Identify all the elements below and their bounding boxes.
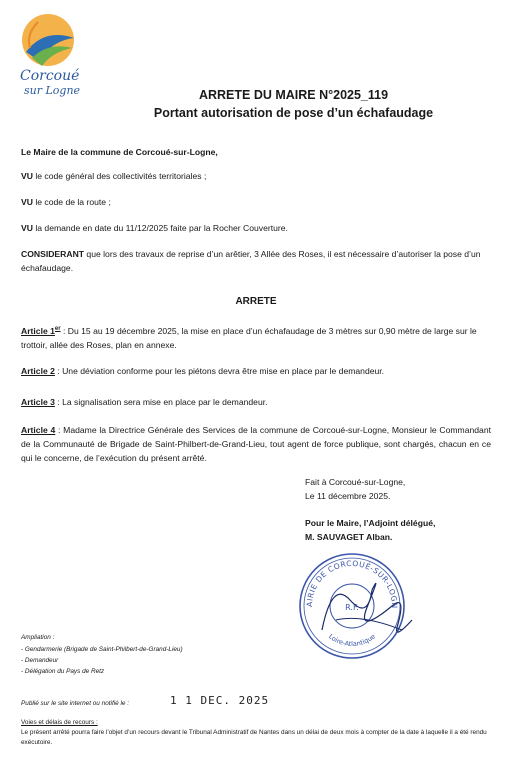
signatory-role: Pour le Maire, l’Adjoint délégué,: [305, 518, 436, 528]
ampliation-item: - Délégation du Pays de Retz: [21, 668, 105, 675]
decree-subtitle: Portant autorisation de pose d’un échafaudage: [153, 106, 434, 120]
vu-paragraph-3: [21, 221, 491, 235]
article-label: Article 2: [21, 366, 55, 376]
ampliation-item: - Demandeur: [21, 657, 59, 664]
ampliation-item: - Gendarmerie (Brigade de Saint-Philbert-de-Grand-Lieu): [21, 646, 183, 653]
logo-text-line2: sur Logne: [24, 84, 81, 97]
article-label: Article 1: [21, 325, 55, 336]
logo-text-line1: Corcoué: [20, 68, 80, 84]
article-4: [21, 423, 491, 465]
signatory-name: M. SAUVAGET Alban.: [305, 532, 393, 542]
publication-label: Publié sur le site internet ou notifié le :: [21, 700, 129, 707]
ampliation-title: Ampliation :: [21, 634, 55, 641]
fait-a: Fait à Corcoué-sur-Logne,: [305, 477, 406, 487]
article-text: : Du 15 au 19 décembre 2025, la mise en place d’un échafaudage de 3 mètres sur 0,90 mètre de large sur le trottoir, allée des Roses, plan en annexe.: [21, 325, 477, 350]
article-label: Article 4: [21, 425, 56, 435]
article-1: [21, 322, 491, 352]
commune-logo: [14, 8, 104, 100]
article-label: Article 3: [21, 397, 55, 407]
publication-date-stamp: 1 1 DEC. 2025: [170, 694, 270, 707]
vu-label: VU: [21, 197, 33, 207]
considerant-paragraph: [21, 247, 491, 275]
vu-text: le code général des collectivités territoriales ;: [32, 171, 207, 181]
stamp-bottom-text: Loire-Atlantique: [327, 632, 377, 649]
vu-label: VU: [21, 171, 33, 181]
article-text: : Une déviation conforme pour les piétons devra être mise en place par le demandeur.: [54, 366, 385, 376]
vu-paragraph-2: [21, 195, 491, 209]
stamp-center-text: R.F.: [345, 603, 359, 612]
vu-paragraph-1: [21, 169, 491, 183]
arrete-heading: ARRETE: [235, 296, 277, 307]
article-2: [21, 364, 491, 378]
article-text: : Madame la Directrice Générale des Services de la commune de Corcoué-sur-Logne, Monsieur le Commandant de la Communauté de Brigade de Saint-Philbert-de-Grand-Lieu, tout agent de force publique, sont chargés, chacun en ce qui le concerne, de l’exécution du présent arrêté.: [21, 425, 491, 463]
considerant-text: que lors des travaux de reprise d’un arêtier, 3 Allée des Roses, il est nécessaire d’autoriser la pose d’un échafaudage.: [21, 249, 481, 273]
article-3: [21, 395, 491, 409]
recours-title: Voies et délais de recours :: [21, 719, 98, 726]
considerant-label: CONSIDERANT: [21, 249, 85, 259]
vu-label: VU: [21, 223, 33, 233]
decree-title: ARRETE DU MAIRE N°2025_119: [198, 88, 389, 102]
recours-text: Le présent arrêté pourra faire l’objet d’un recours devant le Tribunal Administratif de Nantes dans un délai de deux mois à compter de la date à laquelle il a été rendu exécutoire.: [21, 729, 487, 746]
intro-line: Le Maire de la commune de Corcoué-sur-Logne,: [21, 147, 218, 157]
stamp-top-text: AIRIE DE CORCOUÉ-SUR-LOGN: [304, 558, 400, 609]
vu-text: la demande en date du 11/12/2025 faite par la Rocher Couverture.: [32, 223, 288, 233]
signature-date: Le 11 décembre 2025.: [305, 491, 391, 501]
article-text: : La signalisation sera mise en place par le demandeur.: [54, 397, 268, 407]
article-sup: er: [54, 326, 61, 332]
handwritten-signature: [302, 560, 422, 650]
vu-text: le code de la route ;: [32, 197, 111, 207]
